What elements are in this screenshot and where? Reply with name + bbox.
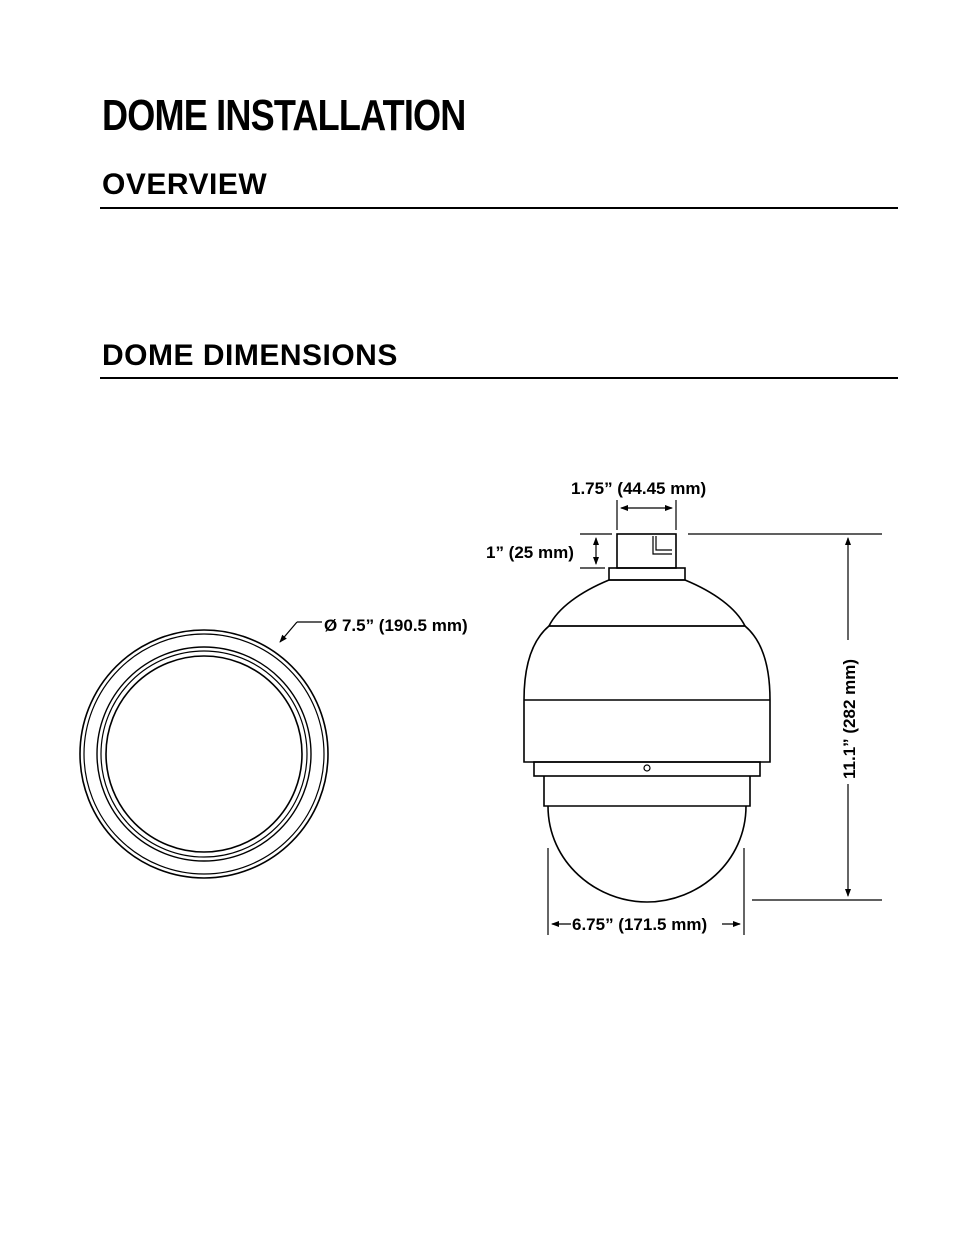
- mount-width-label: 1.75” (44.45 mm): [571, 479, 707, 498]
- dome-width-label: 6.75” (171.5 mm): [572, 915, 708, 934]
- ring-top-view: [80, 630, 328, 878]
- overview-heading: OVERVIEW: [102, 168, 268, 201]
- ring-diameter-label: Ø 7.5” (190.5 mm): [324, 616, 468, 635]
- mount-width-dimension: [617, 500, 676, 530]
- total-height-label: 11.1” (282 mm): [840, 658, 859, 779]
- mount-height-label: 1” (25 mm): [486, 543, 574, 562]
- dimensions-heading: DOME DIMENSIONS: [102, 339, 398, 372]
- dome-side-view: [524, 534, 770, 902]
- ring-diameter-leader: [280, 622, 322, 642]
- mount-height-dimension: [580, 534, 612, 568]
- page-title: DOME INSTALLATION: [102, 91, 466, 140]
